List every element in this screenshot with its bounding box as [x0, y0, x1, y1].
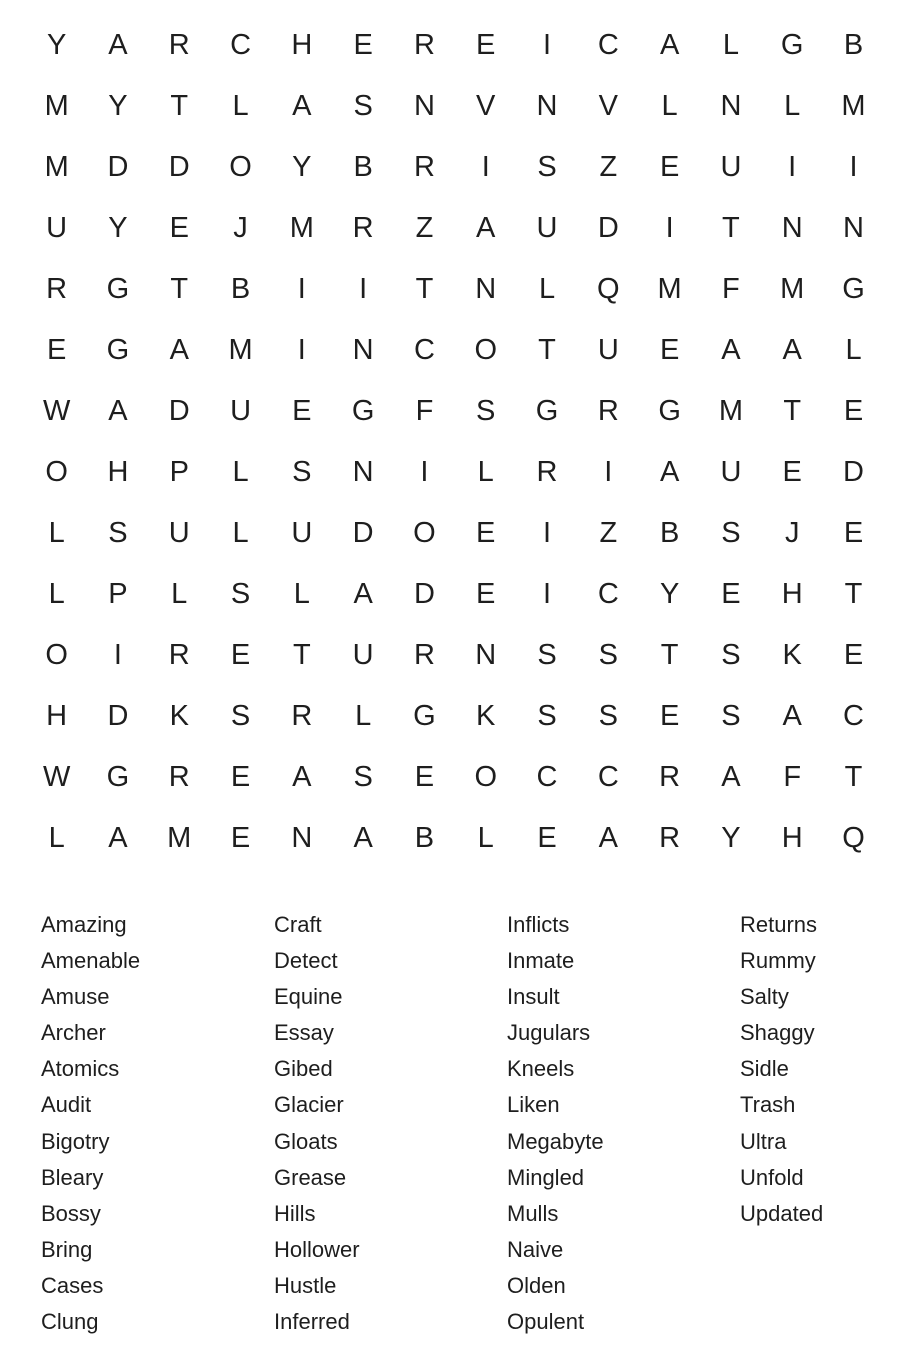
grid-cell[interactable]: O	[45, 456, 68, 488]
grid-cell[interactable]: R	[597, 395, 619, 427]
grid-cell[interactable]: T	[170, 90, 189, 122]
grid-cell[interactable]: F	[415, 395, 434, 427]
grid-cell[interactable]: C	[597, 761, 619, 793]
grid-cell[interactable]: U	[46, 212, 68, 244]
word-list-item: Bring	[41, 1236, 93, 1262]
grid-cell[interactable]: Y	[721, 822, 741, 854]
grid-cell[interactable]: D	[597, 212, 619, 244]
grid-cell[interactable]: M	[841, 90, 866, 122]
grid-cell[interactable]: S	[537, 639, 557, 671]
grid-cell[interactable]: E	[843, 517, 864, 549]
grid-cell[interactable]: B	[230, 273, 251, 305]
word-list-item: Cases	[41, 1272, 104, 1298]
grid-cell[interactable]: L	[48, 517, 65, 549]
grid-cell[interactable]: O	[474, 761, 497, 793]
word-list-item: Amenable	[41, 948, 141, 974]
grid-cell[interactable]: E	[414, 761, 435, 793]
grid-cell[interactable]: H	[46, 700, 68, 732]
grid-cell[interactable]: A	[292, 90, 312, 122]
word-list-item: Insult	[507, 984, 560, 1010]
word-list-item: Amazing	[41, 912, 127, 937]
grid-cell[interactable]: C	[843, 700, 864, 732]
grid-cell[interactable]: T	[660, 639, 679, 671]
grid-cell[interactable]: R	[291, 700, 313, 732]
grid-cell[interactable]: E	[230, 822, 251, 854]
grid-cell[interactable]: R	[168, 761, 190, 793]
grid-cell[interactable]: Y	[108, 90, 128, 122]
grid-cell[interactable]: A	[108, 29, 128, 61]
word-list-item: Returns	[740, 912, 818, 937]
grid-cell[interactable]: R	[413, 639, 435, 671]
grid-cell[interactable]: H	[781, 822, 803, 854]
grid-cell[interactable]: Y	[46, 29, 67, 61]
word-list-item: Sidle	[740, 1056, 789, 1082]
word-list-item: Grease	[274, 1164, 347, 1190]
grid-cell[interactable]: L	[722, 29, 739, 61]
grid-cell[interactable]: L	[232, 517, 249, 549]
grid-cell[interactable]: I	[665, 212, 674, 244]
grid-cell[interactable]: E	[169, 212, 189, 244]
grid-cell[interactable]: N	[843, 212, 864, 244]
grid-cell[interactable]: O	[45, 639, 68, 671]
grid-cell[interactable]: M	[44, 151, 69, 183]
grid-cell[interactable]: Q	[597, 273, 620, 305]
grid-cell[interactable]: C	[230, 29, 252, 61]
grid-cell[interactable]: D	[168, 151, 190, 183]
word-column	[274, 907, 504, 1340]
word-list-item: Hollower	[274, 1236, 360, 1262]
word-list-item: Clung	[41, 1309, 99, 1335]
grid-cell[interactable]: U	[720, 151, 742, 183]
grid-cell[interactable]: R	[659, 761, 681, 793]
grid-cell[interactable]: Z	[599, 151, 618, 183]
grid-cell[interactable]: B	[353, 151, 373, 183]
grid-cell[interactable]: A	[659, 456, 680, 488]
grid-cell[interactable]: N	[352, 334, 374, 366]
word-list-item: Bigotry	[41, 1128, 110, 1154]
grid-cell[interactable]: I	[481, 151, 490, 183]
grid-cell[interactable]: A	[476, 212, 496, 244]
grid-cell[interactable]: D	[843, 456, 864, 488]
grid-cell[interactable]: T	[844, 761, 863, 793]
grid-cell[interactable]: G	[106, 273, 130, 305]
grid-cell[interactable]: H	[291, 29, 313, 61]
grid-cell[interactable]: M	[44, 90, 69, 122]
grid-cell[interactable]: Y	[659, 578, 680, 610]
grid-cell[interactable]: H	[781, 578, 803, 610]
grid-cell[interactable]: F	[783, 761, 802, 793]
grid-cell[interactable]: R	[659, 822, 681, 854]
grid-cell[interactable]: L	[784, 90, 801, 122]
grid-cell[interactable]: R	[352, 212, 374, 244]
grid-cell[interactable]: A	[782, 334, 802, 366]
grid-cell[interactable]: S	[537, 151, 557, 183]
grid-cell[interactable]: E	[659, 334, 680, 366]
word-list-item: Salty	[740, 984, 789, 1010]
word-list-item: Inflicts	[507, 912, 570, 937]
grid-cell[interactable]: M	[657, 273, 682, 305]
word-column	[740, 907, 902, 1232]
grid-cell[interactable]: O	[229, 151, 252, 183]
word-list-item: Mulls	[507, 1200, 559, 1226]
word-list-item: Mingled	[507, 1164, 585, 1190]
grid-cell[interactable]: A	[108, 395, 128, 427]
word-list-item: Gibed	[274, 1056, 333, 1082]
grid-cell[interactable]: S	[537, 700, 557, 732]
grid-cell[interactable]: T	[538, 334, 556, 366]
grid-cell[interactable]: K	[169, 700, 189, 732]
grid-cell[interactable]: O	[474, 334, 497, 366]
grid-cell[interactable]: L	[293, 578, 310, 610]
grid-cell[interactable]: U	[352, 639, 374, 671]
grid-cell[interactable]: E	[230, 639, 251, 671]
grid-cell[interactable]: L	[48, 578, 65, 610]
grid-cell[interactable]: P	[108, 578, 128, 610]
grid-cell[interactable]: G	[842, 273, 865, 305]
word-list-item: Audit	[41, 1092, 92, 1118]
grid-cell[interactable]: D	[168, 395, 190, 427]
grid-cell[interactable]: T	[844, 578, 863, 610]
word-list-item: Craft	[274, 912, 322, 937]
grid-cell[interactable]: G	[658, 395, 681, 427]
word-list-item: Shaggy	[740, 1020, 815, 1046]
word-list-item: Trash	[740, 1092, 796, 1118]
grid-cell[interactable]: G	[780, 29, 804, 61]
word-list-item: Liken	[507, 1092, 560, 1118]
grid-cell[interactable]: A	[353, 578, 373, 610]
grid-cell[interactable]: A	[782, 700, 802, 732]
grid-cell[interactable]: M	[780, 273, 805, 305]
grid-cell[interactable]: Y	[108, 212, 128, 244]
grid-cell[interactable]: A	[659, 29, 680, 61]
grid-cell[interactable]: W	[42, 395, 71, 427]
grid-cell[interactable]: S	[230, 578, 251, 610]
grid-cell[interactable]: D	[413, 578, 435, 610]
grid-cell[interactable]: U	[597, 334, 619, 366]
grid-cell[interactable]: L	[232, 456, 249, 488]
grid-cell[interactable]: N	[352, 456, 374, 488]
grid-cell[interactable]: N	[781, 212, 803, 244]
grid-cell[interactable]: U	[720, 456, 742, 488]
word-list-item: Inmate	[507, 948, 575, 974]
grid-cell[interactable]: E	[843, 639, 864, 671]
word-list-item: Unfold	[740, 1164, 804, 1190]
grid-cell[interactable]: N	[291, 822, 313, 854]
grid-cell[interactable]: E	[476, 517, 496, 549]
grid-cell[interactable]: Z	[599, 517, 618, 549]
word-list-item: Equine	[274, 984, 343, 1010]
grid-cell[interactable]: Y	[292, 151, 312, 183]
grid-cell[interactable]: M	[289, 212, 314, 244]
letter-grid	[26, 15, 884, 869]
grid-cell[interactable]: S	[721, 517, 741, 549]
grid-cell[interactable]: C	[536, 761, 558, 793]
grid-cell[interactable]: I	[420, 456, 429, 488]
grid-cell[interactable]: V	[476, 90, 496, 122]
word-column	[507, 907, 737, 1340]
grid-cell[interactable]: N	[536, 90, 558, 122]
word-list-item: Jugulars	[507, 1020, 591, 1046]
grid-cell[interactable]: N	[475, 639, 497, 671]
grid-cell[interactable]: I	[788, 151, 797, 183]
grid-cell[interactable]: I	[297, 273, 306, 305]
grid-cell[interactable]: N	[413, 90, 435, 122]
grid-cell[interactable]: N	[720, 90, 742, 122]
grid-cell[interactable]: L	[477, 456, 494, 488]
grid-cell[interactable]: L	[661, 90, 678, 122]
grid-cell[interactable]: I	[542, 29, 552, 61]
grid-cell[interactable]: H	[107, 456, 129, 488]
grid-cell[interactable]: W	[42, 761, 71, 793]
word-list-item: Gloats	[274, 1128, 338, 1154]
word-list-item: Kneels	[507, 1056, 575, 1082]
word-list-item: Bossy	[41, 1200, 101, 1226]
grid-cell[interactable]: K	[782, 639, 802, 671]
grid-cell[interactable]: L	[48, 822, 65, 854]
word-list-item: Amuse	[41, 984, 110, 1010]
word-list-item: Hills	[274, 1200, 316, 1226]
word-list-item: Olden	[507, 1272, 566, 1298]
grid-cell[interactable]: Q	[842, 822, 865, 854]
word-list-item: Essay	[274, 1020, 334, 1046]
grid-cell[interactable]: I	[113, 639, 122, 671]
grid-cell[interactable]: S	[108, 517, 128, 549]
grid-cell[interactable]: G	[351, 395, 375, 427]
grid-cell[interactable]: B	[843, 29, 864, 61]
grid-cell[interactable]: T	[415, 273, 434, 305]
grid-cell[interactable]: E	[476, 29, 496, 61]
grid-cell[interactable]: S	[476, 395, 496, 427]
grid-cell[interactable]: S	[598, 639, 618, 671]
word-list-item: Updated	[740, 1200, 824, 1226]
grid-cell[interactable]: E	[659, 700, 680, 732]
grid-cell[interactable]: C	[597, 578, 619, 610]
grid-cell[interactable]: M	[718, 395, 743, 427]
grid-cell[interactable]: A	[292, 761, 312, 793]
grid-cell[interactable]: L	[232, 90, 249, 122]
grid-cell[interactable]: L	[171, 578, 188, 610]
grid-cell[interactable]: E	[353, 29, 373, 61]
grid-cell[interactable]: J	[784, 517, 800, 549]
grid-cell[interactable]: A	[721, 334, 741, 366]
grid-cell[interactable]: O	[413, 517, 436, 549]
grid-cell[interactable]: T	[292, 639, 311, 671]
grid-cell[interactable]: I	[849, 151, 858, 183]
grid-cell[interactable]: K	[476, 700, 496, 732]
grid-cell[interactable]: M	[167, 822, 192, 854]
grid-cell[interactable]: T	[783, 395, 802, 427]
grid-cell[interactable]: L	[845, 334, 862, 366]
grid-cell[interactable]: C	[413, 334, 435, 366]
word-list-item: Detect	[274, 948, 338, 974]
word-list-item: Opulent	[507, 1309, 585, 1335]
grid-cell[interactable]: S	[721, 639, 741, 671]
grid-cell[interactable]: G	[535, 395, 559, 427]
grid-cell[interactable]: R	[536, 456, 558, 488]
word-list-item: Glacier	[274, 1092, 344, 1118]
grid-cell[interactable]: G	[106, 334, 130, 366]
word-list-item: Naive	[507, 1236, 564, 1262]
grid-cell[interactable]: B	[659, 517, 680, 549]
grid-cell[interactable]: A	[108, 822, 128, 854]
grid-cell[interactable]: I	[542, 578, 552, 610]
grid-cell[interactable]: R	[46, 273, 68, 305]
grid-cell[interactable]: I	[542, 517, 552, 549]
grid-cell[interactable]: I	[359, 273, 368, 305]
grid-cell[interactable]: G	[106, 761, 130, 793]
word-list	[41, 907, 891, 1339]
grid-cell[interactable]: I	[604, 456, 613, 488]
word-list-item: Atomics	[41, 1056, 120, 1082]
grid-cell[interactable]: R	[168, 639, 190, 671]
grid-cell[interactable]: A	[169, 334, 189, 366]
grid-cell[interactable]: E	[46, 334, 67, 366]
grid-cell[interactable]: G	[413, 700, 436, 732]
grid-cell[interactable]: U	[230, 395, 252, 427]
grid-cell[interactable]: A	[721, 761, 741, 793]
grid-cell[interactable]: S	[598, 700, 618, 732]
grid-cell[interactable]: T	[722, 212, 740, 244]
word-list-item: Bleary	[41, 1164, 104, 1190]
grid-cell[interactable]: S	[292, 456, 312, 488]
grid-cell[interactable]: E	[537, 822, 557, 854]
grid-cell[interactable]: E	[659, 151, 680, 183]
grid-cell[interactable]: U	[291, 517, 313, 549]
grid-cell[interactable]: R	[168, 29, 190, 61]
grid-cell[interactable]: D	[107, 700, 129, 732]
grid-cell[interactable]: D	[107, 151, 129, 183]
grid-cell[interactable]: S	[353, 90, 373, 122]
word-column	[41, 907, 271, 1340]
grid-cell[interactable]: U	[168, 517, 190, 549]
grid-cell[interactable]: E	[843, 395, 864, 427]
grid-cell[interactable]: E	[721, 578, 741, 610]
grid-cell[interactable]: L	[355, 700, 372, 732]
grid-cell[interactable]: E	[476, 578, 496, 610]
grid-cell[interactable]: A	[598, 822, 618, 854]
grid-cell[interactable]: E	[230, 761, 251, 793]
grid-cell[interactable]: V	[598, 90, 618, 122]
grid-cell[interactable]: I	[297, 334, 306, 366]
grid-cell[interactable]: D	[352, 517, 374, 549]
grid-cell[interactable]: L	[538, 273, 556, 305]
word-list-item: Rummy	[740, 948, 816, 974]
word-list-item: Hustle	[274, 1272, 337, 1298]
word-list-item: Archer	[41, 1020, 106, 1046]
grid-cell[interactable]: R	[413, 29, 435, 61]
grid-cell[interactable]: M	[228, 334, 253, 366]
grid-cell[interactable]: J	[233, 212, 248, 244]
grid-cell[interactable]: N	[475, 273, 497, 305]
grid-cell[interactable]: E	[782, 456, 802, 488]
grid-cell[interactable]: S	[353, 761, 373, 793]
grid-cell[interactable]: T	[170, 273, 189, 305]
grid-cell[interactable]: R	[413, 151, 435, 183]
word-list-item: Inferred	[274, 1309, 350, 1335]
word-list-item: Megabyte	[507, 1128, 604, 1154]
grid-cell[interactable]: C	[597, 29, 619, 61]
grid-cell[interactable]: B	[414, 822, 435, 854]
grid-cell[interactable]: Z	[415, 212, 434, 244]
grid-cell[interactable]: E	[292, 395, 312, 427]
grid-cell[interactable]: A	[353, 822, 373, 854]
grid-cell[interactable]: S	[721, 700, 741, 732]
grid-cell[interactable]: P	[169, 456, 189, 488]
grid-cell[interactable]: U	[536, 212, 558, 244]
grid-cell[interactable]: F	[722, 273, 740, 305]
grid-cell[interactable]: L	[477, 822, 494, 854]
word-list-item: Ultra	[740, 1128, 787, 1154]
grid-cell[interactable]: S	[230, 700, 251, 732]
